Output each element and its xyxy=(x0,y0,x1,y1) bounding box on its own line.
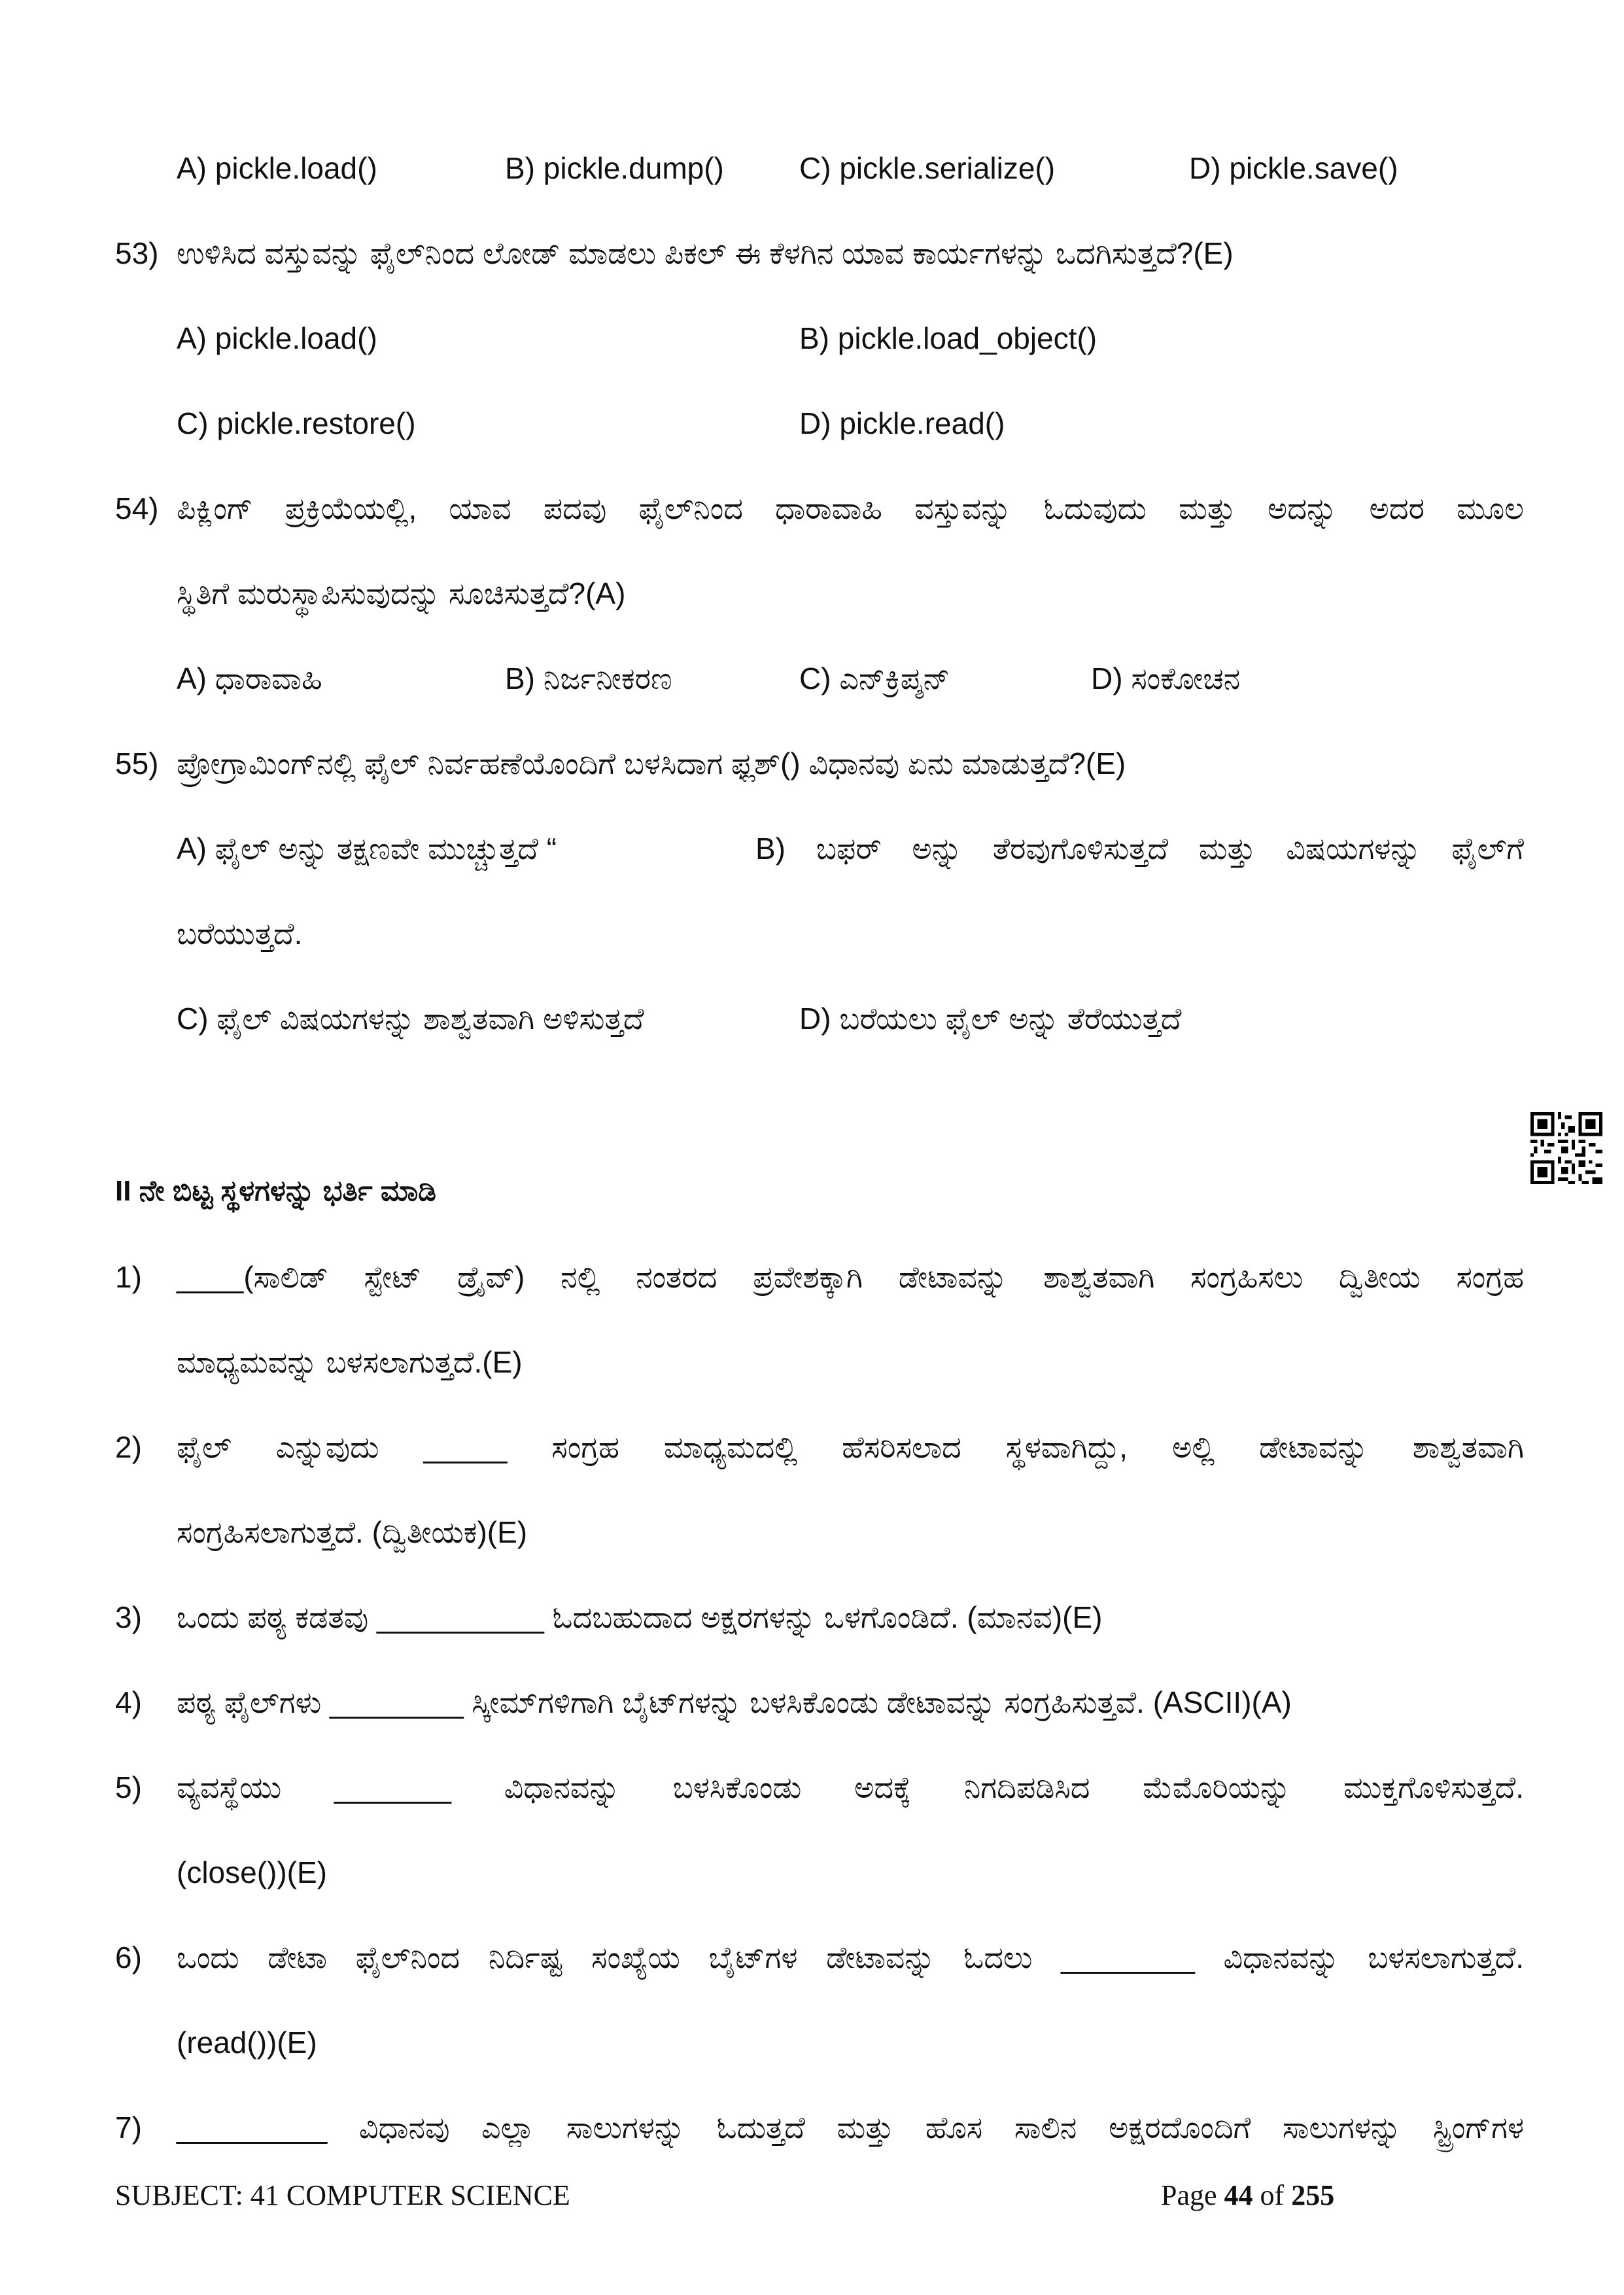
q54-option-c: C) ಎನ್‌ಕ್ರಿಪ್ಶನ್ xyxy=(799,661,950,695)
q52-option-b: B) pickle.dump() xyxy=(505,151,724,185)
q54-number: 54) xyxy=(115,491,159,525)
section-heading: II ನೇ ಬಿಟ್ಟ ಸ್ಥಳಗಳನ್ನು ಭರ್ತಿ ಮಾಡಿ xyxy=(115,1175,436,1207)
q55-option-b: B) ಬಫರ್ ಅನ್ನು ತೆರವುಗೊಳಿಸುತ್ತದೆ ಮತ್ತು ವಿಷಯಗಳನ್ನು ಫೈಲ್‌ಗೆ xyxy=(755,832,1524,866)
q54-text-line1: ಪಿಕ್ಲಿಂಗ್ ಪ್ರಕ್ರಿಯೆಯಲ್ಲಿ, ಯಾವ ಪದವು ಫೈಲ್‌ನಿಂದ ಧಾರಾವಾಹಿ ವಸ್ತುವನ್ನು ಓದುವುದು ಮತ್ತು ಅದನ್ನು ಅದರ ಮೂಲ xyxy=(177,491,1524,525)
q55-option-d: D) ಬರೆಯಲು ಫೈಲ್ ಅನ್ನು ತೆರೆಯುತ್ತದೆ xyxy=(799,1002,1182,1036)
q55-option-b-continued: ಬರೆಯುತ್ತದೆ. xyxy=(177,917,303,951)
q53-number: 53) xyxy=(115,236,159,270)
fill-item-text-continued: (read())(E) xyxy=(177,2025,317,2059)
fill-item-number: 7) xyxy=(115,2111,142,2145)
footer-page-number: Page 44 of 255 xyxy=(1161,2179,1335,2211)
fill-item-number: 2) xyxy=(115,1430,142,1464)
fill-item-number: 6) xyxy=(115,1940,142,1974)
q55-option-c: C) ಫೈಲ್ ವಿಷಯಗಳನ್ನು ಶಾಶ್ವತವಾಗಿ ಅಳಿಸುತ್ತದೆ xyxy=(177,1002,644,1036)
q53-text: ಉಳಿಸಿದ ವಸ್ತುವನ್ನು ಫೈಲ್‌ನಿಂದ ಲೋಡ್ ಮಾಡಲು ಪಿಕಲ್ ಈ ಕೆಳಗಿನ ಯಾವ ಕಾರ್ಯಗಳನ್ನು ಒದಗಿಸುತ್ತದೆ?(E) xyxy=(177,236,1234,270)
q54-option-a: A) ಧಾರಾವಾಹಿ xyxy=(177,661,322,695)
q52-option-c: C) pickle.serialize() xyxy=(799,151,1056,185)
fill-item-number: 4) xyxy=(115,1685,142,1719)
fill-item-text-continued: (close())(E) xyxy=(177,1855,327,1889)
fill-item-text-continued: ಮಾಧ್ಯಮವನ್ನು ಬಳಸಲಾಗುತ್ತದೆ.(E) xyxy=(177,1345,523,1379)
fill-item-text: ಒಂದು ಪಠ್ಯ ಕಡತವು __________ ಓದಬಹುದಾದ ಅಕ್ಷರಗಳನ್ನು ಒಳಗೊಂಡಿದೆ. (ಮಾನವ)(E) xyxy=(177,1600,1103,1634)
fill-item-text: ಫೈಲ್ ಎನ್ನುವುದು _____ ಸಂಗ್ರಹ ಮಾಧ್ಯಮದಲ್ಲಿ ಹೆಸರಿಸಲಾದ ಸ್ಥಳವಾಗಿದ್ದು, ಅಲ್ಲಿ ಡೇಟಾವನ್ನು ಶಾಶ್ವತವಾಗಿ xyxy=(177,1430,1524,1464)
fill-item-text: ವ್ಯವಸ್ಥೆಯು _______ ವಿಧಾನವನ್ನು ಬಳಸಿಕೊಂಡು ಅದಕ್ಕೆ ನಿಗದಿಪಡಿಸಿದ ಮೆಮೊರಿಯನ್ನು ಮುಕ್ತಗೊಳಿಸುತ್ತದೆ. xyxy=(177,1770,1524,1804)
footer-subject: SUBJECT: 41 COMPUTER SCIENCE xyxy=(115,2179,570,2211)
q55-option-a: A) ಫೈಲ್ ಅನ್ನು ತಕ್ಷಣವೇ ಮುಚ್ಚುತ್ತದೆ “ xyxy=(177,832,557,866)
q55-number: 55) xyxy=(115,746,159,780)
fill-item-text: _________ ವಿಧಾನವು ಎಲ್ಲಾ ಸಾಲುಗಳನ್ನು ಓದುತ್ತದೆ ಮತ್ತು ಹೊಸ ಸಾಲಿನ ಅಕ್ಷರದೊಂದಿಗೆ ಸಾಲುಗಳನ್ನು ಸ್ಟ್ರಿಂಗ್‌ಗಳ xyxy=(177,2111,1524,2145)
q55-text: ಪ್ರೋಗ್ರಾಮಿಂಗ್‌ನಲ್ಲಿ ಫೈಲ್ ನಿರ್ವಹಣೆಯೊಂದಿಗೆ ಬಳಸಿದಾಗ ಫ್ಲಶ್() ವಿಧಾನವು ಏನು ಮಾಡುತ್ತದೆ?(E) xyxy=(177,746,1126,780)
fill-item-text: ಪಠ್ಯ ಫೈಲ್‌ಗಳು ________ ಸ್ಕೀಮ್‌ಗಳಿಗಾಗಿ ಬೈಟ್‌ಗಳನ್ನು ಬಳಸಿಕೊಂಡು ಡೇಟಾವನ್ನು ಸಂಗ್ರಹಿಸುತ್ತವೆ. (ASCII)(A) xyxy=(177,1685,1292,1719)
q54-option-b: B) ನಿರ್ಜನೀಕರಣ xyxy=(505,661,672,695)
fill-item-text-continued: ಸಂಗ್ರಹಿಸಲಾಗುತ್ತದೆ. (ದ್ವಿತೀಯಕ)(E) xyxy=(177,1515,528,1549)
current-page: 44 xyxy=(1224,2179,1253,2211)
q54-text-line2: ಸ್ಥಿತಿಗೆ ಮರುಸ್ಥಾಪಿಸುವುದನ್ನು ಸೂಚಿಸುತ್ತದೆ?(A) xyxy=(177,576,626,610)
fill-item-text: ಒಂದು ಡೇಟಾ ಫೈಲ್‌ನಿಂದ ನಿರ್ದಿಷ್ಟ ಸಂಖ್ಯೆಯ ಬೈಟ್‌ಗಳ ಡೇಟಾವನ್ನು ಓದಲು ________ ವಿಧಾನವನ್ನು ಬಳಸಲಾಗುತ್ತದೆ. xyxy=(177,1940,1524,1974)
q53-option-a: A) pickle.load() xyxy=(177,321,377,355)
q53-option-d: D) pickle.read() xyxy=(799,406,1005,440)
q53-option-b: B) pickle.load_object() xyxy=(799,321,1097,355)
fill-item-number: 5) xyxy=(115,1770,142,1804)
total-pages: 255 xyxy=(1291,2179,1335,2211)
q53-option-c: C) pickle.restore() xyxy=(177,406,416,440)
qr-code-icon xyxy=(1530,1112,1602,1184)
fill-item-text: ____(ಸಾಲಿಡ್ ಸ್ಟೇಟ್ ಡ್ರೈವ್) ನಲ್ಲಿ ನಂತರದ ಪ್ರವೇಶಕ್ಕಾಗಿ ಡೇಟಾವನ್ನು ಶಾಶ್ವತವಾಗಿ ಸಂಗ್ರಹಿಸಲು ದ್ವಿತೀಯ ಸಂಗ್ರಹ xyxy=(177,1260,1524,1294)
fill-item-number: 1) xyxy=(115,1260,142,1294)
q52-option-a: A) pickle.load() xyxy=(177,151,377,185)
fill-item-number: 3) xyxy=(115,1600,142,1634)
q52-option-d: D) pickle.save() xyxy=(1189,151,1398,185)
q54-option-d: D) ಸಂಕೋಚನ xyxy=(1091,661,1241,695)
